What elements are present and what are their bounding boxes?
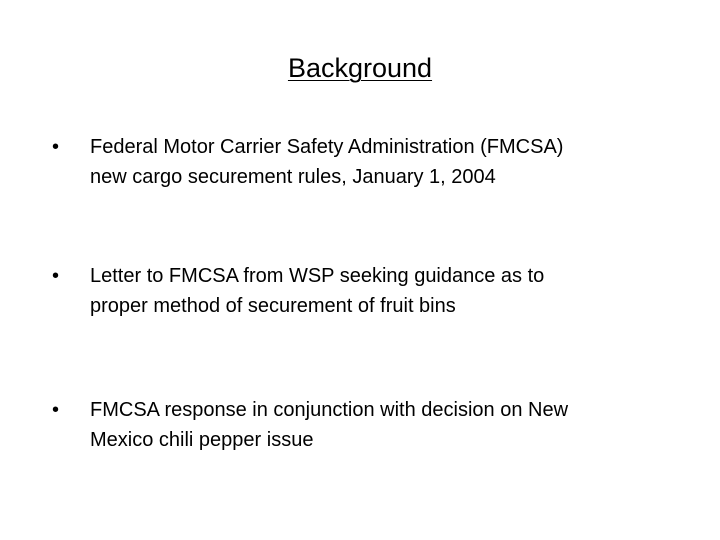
bullet-dot-icon: • [52, 399, 60, 421]
bullet-dot-icon: • [52, 136, 60, 158]
bullet-text [90, 261, 690, 321]
bullet-dot-icon: • [52, 265, 60, 287]
bullet-line: Federal Motor Carrier Safety Administration (FMCSA) [90, 136, 564, 158]
slide-title: Background [287, 53, 433, 83]
bullet-line: FMCSA response in conjunction with decision on New [90, 399, 569, 421]
bullet-text [90, 395, 690, 455]
bullet-line: Letter to FMCSA from WSP seeking guidance as to [90, 265, 545, 287]
bullet-text [90, 132, 690, 192]
bullet-line: Mexico chili pepper issue [90, 429, 314, 451]
bullet-line: proper method of securement of fruit bins [90, 295, 456, 317]
bullet-line: new cargo securement rules, January 1, 2004 [90, 166, 496, 188]
